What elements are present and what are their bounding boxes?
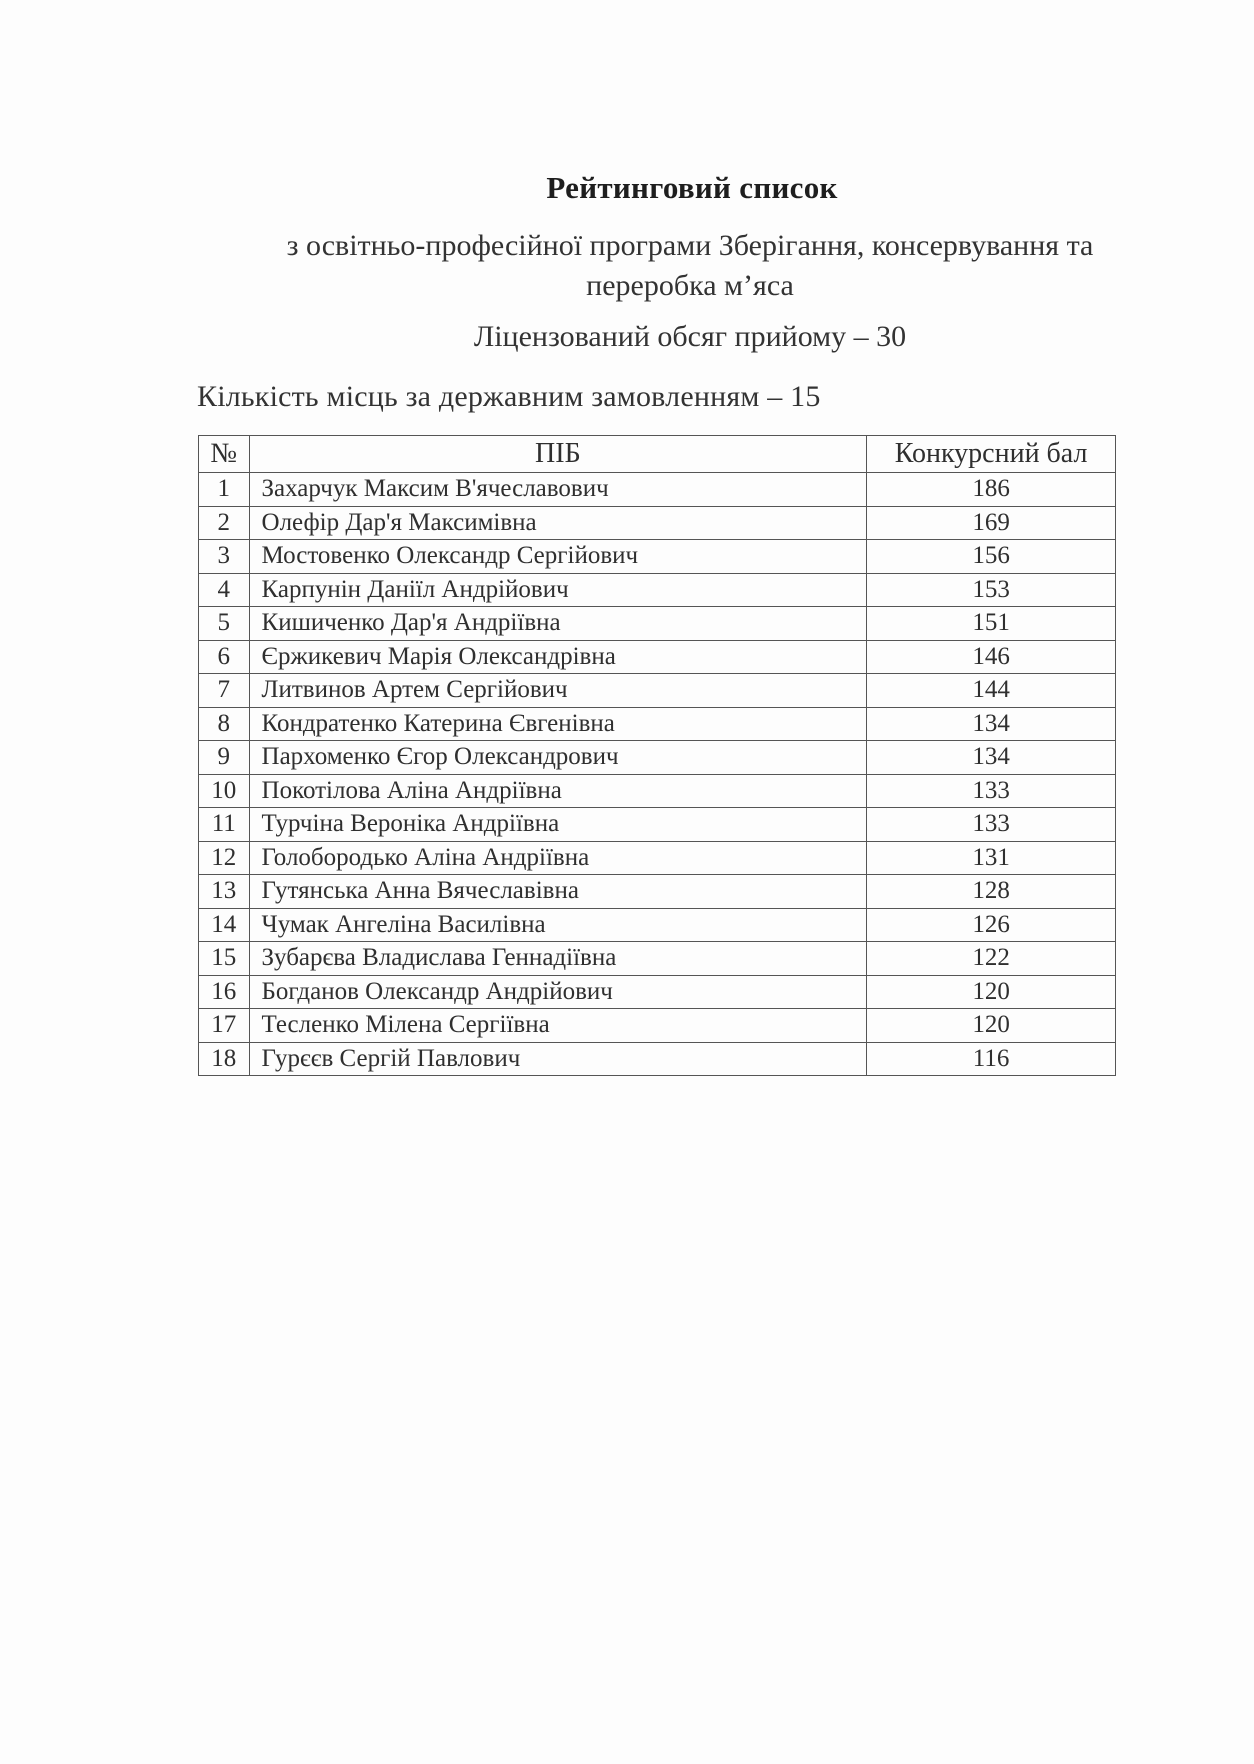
cell-score: 133 <box>867 808 1116 842</box>
cell-score: 146 <box>867 640 1116 674</box>
table-row <box>199 573 1116 607</box>
cell-name: Покотілова Аліна Андріївна <box>249 774 867 808</box>
table-row <box>199 841 1116 875</box>
table-row <box>199 1009 1116 1043</box>
cell-score: 186 <box>867 473 1116 507</box>
table-row <box>199 741 1116 775</box>
cell-num: 17 <box>199 1009 250 1043</box>
document-title: Рейтинговий список <box>546 170 838 205</box>
cell-name: Гутянська Анна Вячеславівна <box>249 875 867 909</box>
cell-num: 2 <box>199 506 250 540</box>
table-row <box>199 506 1116 540</box>
cell-num: 12 <box>199 841 250 875</box>
state-order-places: Кількість місць за державним замовленням – 15 <box>197 380 821 413</box>
cell-score: 134 <box>867 741 1116 775</box>
cell-name: Зубарєва Владислава Геннадіївна <box>249 942 867 976</box>
table-row <box>199 774 1116 808</box>
table-row <box>199 908 1116 942</box>
cell-score: 144 <box>867 674 1116 708</box>
cell-name: Чумак Ангеліна Василівна <box>249 908 867 942</box>
cell-name: Олефір Дар'я Максимівна <box>249 506 867 540</box>
program-subtitle: з освітньо-професійної програми Зберігання, консервування та переробка м’яса <box>286 229 1094 302</box>
cell-score: 169 <box>867 506 1116 540</box>
table-row <box>199 473 1116 507</box>
rating-table-body <box>199 473 1116 1076</box>
table-row <box>199 674 1116 708</box>
cell-name: Гурєєв Сергій Павлович <box>249 1042 867 1076</box>
cell-name: Голобородько Аліна Андріївна <box>249 841 867 875</box>
cell-score: 153 <box>867 573 1116 607</box>
rating-table <box>198 435 1116 1076</box>
cell-name: Єржикевич Марія Олександрівна <box>249 640 867 674</box>
cell-num: 10 <box>199 774 250 808</box>
cell-name: Богданов Олександр Андрійович <box>249 975 867 1009</box>
table-header-row <box>199 436 1116 473</box>
table-row <box>199 942 1116 976</box>
cell-num: 7 <box>199 674 250 708</box>
cell-score: 122 <box>867 942 1116 976</box>
cell-num: 5 <box>199 607 250 641</box>
cell-num: 6 <box>199 640 250 674</box>
cell-score: 126 <box>867 908 1116 942</box>
cell-num: 18 <box>199 1042 250 1076</box>
licensed-volume: Ліцензований обсяг прийому – 30 <box>473 320 907 353</box>
table-row <box>199 707 1116 741</box>
cell-score: 151 <box>867 607 1116 641</box>
cell-name: Турчіна Вероніка Андріївна <box>249 808 867 842</box>
table-row <box>199 607 1116 641</box>
header-score: Конкурсний бал <box>867 436 1116 473</box>
cell-num: 13 <box>199 875 250 909</box>
cell-score: 120 <box>867 1009 1116 1043</box>
table-row <box>199 875 1116 909</box>
cell-name: Кишиченко Дар'я Андріївна <box>249 607 867 641</box>
cell-score: 116 <box>867 1042 1116 1076</box>
cell-name: Захарчук Максим В'ячеславович <box>249 473 867 507</box>
cell-score: 134 <box>867 707 1116 741</box>
cell-score: 128 <box>867 875 1116 909</box>
cell-num: 9 <box>199 741 250 775</box>
header-num: № <box>199 436 250 473</box>
cell-score: 156 <box>867 540 1116 574</box>
table-row <box>199 640 1116 674</box>
table-row <box>199 808 1116 842</box>
header-name: ПІБ <box>249 436 867 473</box>
cell-name: Литвинов Артем Сергійович <box>249 674 867 708</box>
table-row <box>199 540 1116 574</box>
cell-num: 15 <box>199 942 250 976</box>
table-row <box>199 1042 1116 1076</box>
cell-name: Пархоменко Єгор Олександрович <box>249 741 867 775</box>
cell-num: 11 <box>199 808 250 842</box>
cell-num: 14 <box>199 908 250 942</box>
cell-num: 1 <box>199 473 250 507</box>
cell-score: 120 <box>867 975 1116 1009</box>
cell-name: Тесленко Мілена Сергіївна <box>249 1009 867 1043</box>
cell-name: Карпунін Даніїл Андрійович <box>249 573 867 607</box>
cell-name: Мостовенко Олександр Сергійович <box>249 540 867 574</box>
cell-num: 16 <box>199 975 250 1009</box>
cell-num: 3 <box>199 540 250 574</box>
cell-name: Кондратенко Катерина Євгенівна <box>249 707 867 741</box>
cell-score: 131 <box>867 841 1116 875</box>
cell-score: 133 <box>867 774 1116 808</box>
table-row <box>199 975 1116 1009</box>
cell-num: 4 <box>199 573 250 607</box>
cell-num: 8 <box>199 707 250 741</box>
